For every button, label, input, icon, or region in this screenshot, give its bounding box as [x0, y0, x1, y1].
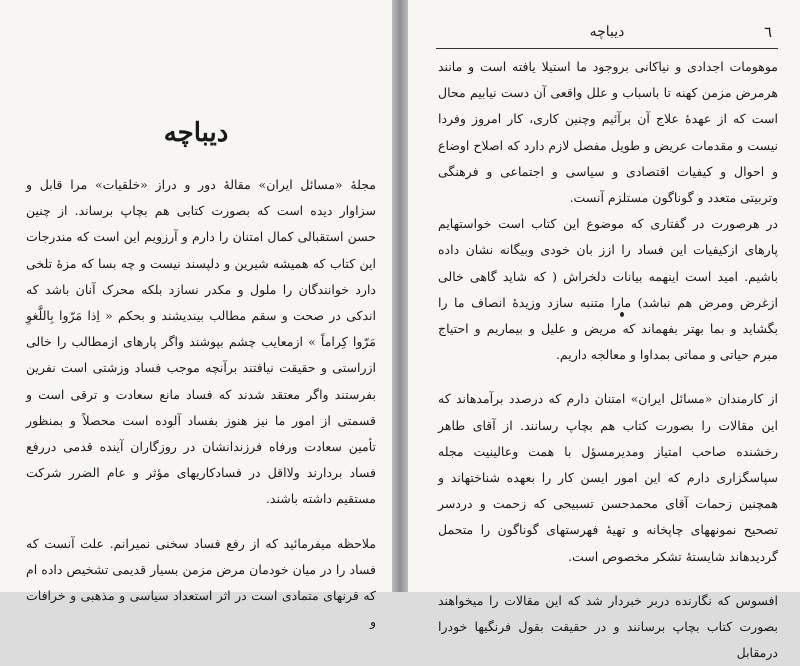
right-paragraph-3: از کارمندان «مسائل ایران» امتنان دارم که درصدد برآمدهاند که این مقالات را بصورت کتاب هم بچاپ رسانند. از آقای طاهر رخشنده صاحب امتیاز ومدیرمسؤل با همت وعالینیت مجله سپاسگزاری دارم که این امور ایسن کار را بعهده شناختهاند و همچنین زحمات آقای محمدحسن تسبیحی که زحمت و دردسر تصحیح نمونههای چاپخانه و تهیهٔ فهرستهای گوناگون را متحمل گردیدهاند شایستهٔ تشکر مخصوص است. — [438, 391, 778, 564]
book-gutter — [392, 0, 408, 592]
running-header — [436, 20, 778, 49]
right-page-body — [438, 54, 778, 666]
right-paragraph-4: افسوس که نگارنده دربر خبردار شد که این مقالات را میخواهند بصورت کتاب بچاپ برسانند و در حقیقت بقول فرنگیها خودرا درمقابل — [438, 592, 778, 661]
ink-mark — [620, 312, 624, 317]
right-page — [408, 0, 800, 661]
left-paragraph-1: مجلهٔ «مسائل ایران» مقالهٔ دور و دراز «خلقیات» مرا قابل و سزاوار دیده است که بصورت کتابی هم بچاپ برساند. از چنین حسن استقبالی کمال امتنان را دارم و آرزویم این است که مندرجات این کتاب که همیشه شیرین و دلپسند نیست و چه بسا که مزهٔ تلخی دارد خوانندگان را ملول و مکدر نسازد بلکه محرک آنان باشد که اندکی در صحت و سقم مطالب بیندیشند و بحکم « اِذا مَرّوا بِاللَّغوِ مَرّوا کِراماً » ازمعایب چشم بپوشند واگر پارهای ازمطالب را خالی ازراستی و حقیقت نیافتند برآنچه موجب فساد وزشتی است نفرین بفرستند واگر معتقد شدند که فساد مانع سعادت و ترقی است و قسمتی از امور ما نیز هنوز بفساد آلوده است محصلاً و بمنظور تأمین سعادت ورفاه فرزندانشان در روزگاران آینده قدمی دررفع فساد بردارند ولااقل در فسادکاریهای مؤثر و عام الضرر شرکت مستقیم داشته باشند. — [26, 177, 376, 507]
right-paragraph-2: در هرصورت در گفتاری که موضوع این کتاب است خواستهایم پارهای ازکیفیات این فساد را ازز بان خودی وبیگانه نشان داده باشیم. امید است اینهمه بیانات دلخراش ( که شاید گاهی خالی ازغرض ومرض هم نباشد) مارا متنبه سازد وزیدهٔ انصاف ما را بگشاید و بما بهتر بفهماند که مریض و علیل و بیماریم و احتیاج مبرم حیاتی و مماتی بمداوا و معالجه داریم. — [438, 216, 778, 363]
left-page-title: دیباچه — [163, 118, 229, 148]
page-number: ٦ — [763, 23, 772, 41]
right-paragraph-1: موهومات اجدادی و نیاکانی بروجود ما استیلا یافته است و مانند هرمرض مزمن کهنه تا باسباب و علل واقعی آن دست نیابیم محال است که از عهدهٔ علاج آن برآئیم وچنین کاری، کار امروز وفردا نیست و مقدمات عریض و طویل مفصل لازم دارد که اصلاح اوضاع و احوال و کیفیات اقتصادی و سیاسی و اجتماعی و فرهنگی وتربیتی متعدد و گوناگون مستلزم آنست. — [438, 59, 778, 206]
left-page-body — [26, 172, 376, 635]
left-page — [0, 0, 392, 630]
left-paragraph-2: ملاحظه میفرمائید که از رفع فساد سخنی نمیرانم. علت آنست که فساد را در میان خودمان مرض مزمن بسیار قدیمی تشخیص داده ام که قرنهای متمادی است در اثر استعداد سیاسی و مذهبی و خرافات و — [26, 535, 376, 630]
running-header-title: دیباچه — [589, 24, 625, 40]
